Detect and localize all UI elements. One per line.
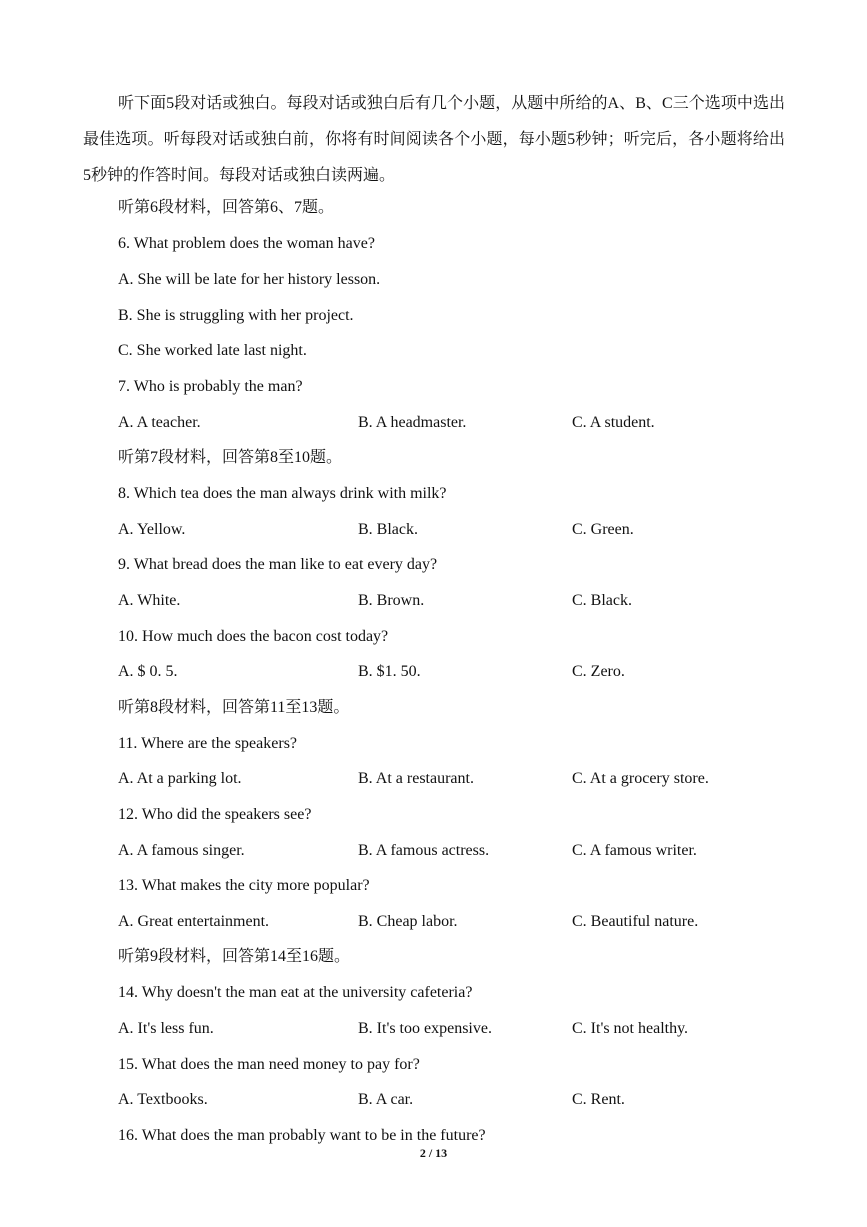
question-text: 7. Who is probably the man? xyxy=(118,378,303,395)
answer-option: A. A famous singer. xyxy=(118,842,245,859)
answer-option: B. A car. xyxy=(358,1091,414,1108)
answer-option: B. Cheap labor. xyxy=(358,913,458,930)
answer-option: C. Zero. xyxy=(572,663,625,680)
answer-option: C. At a grocery store. xyxy=(572,770,709,787)
answer-option: C. She worked late last night. xyxy=(118,342,307,359)
answer-option: C. Black. xyxy=(572,592,632,609)
question-text: 16. What does the man probably want to be in the future? xyxy=(118,1127,486,1144)
section-heading: 听第8段材料，回答第11至13题。 xyxy=(118,699,350,716)
answer-option: B. She is struggling with her project. xyxy=(118,307,354,324)
answer-option: B. $1. 50. xyxy=(358,663,421,680)
question-text: 15. What does the man need money to pay for? xyxy=(118,1056,420,1073)
answer-option: C. A student. xyxy=(572,414,655,431)
question-text: 11. Where are the speakers? xyxy=(118,735,298,752)
answer-option: C. A famous writer. xyxy=(572,842,697,859)
answer-option: A. Great entertainment. xyxy=(118,913,270,930)
answer-option: C. Rent. xyxy=(572,1091,625,1108)
section-instructions: 听下面5段对话或独白。每段对话或独白后有几个小题，从题中所给的A、B、C三个选项中选出最佳选项。听每段对话或独白前，你将有时间阅读各个小题，每小题5秒钟；听完后，各小题将给出5秒钟的作答时间。每段对话或独白读两遍。 xyxy=(83,95,785,184)
answer-option: C. Green. xyxy=(572,521,634,538)
page-number: 2 / 13 xyxy=(419,1146,448,1160)
question-text: 6. What problem does the woman have? xyxy=(118,235,375,252)
question-text: 13. What makes the city more popular? xyxy=(118,877,370,894)
answer-option: A. At a parking lot. xyxy=(118,770,242,787)
answer-option: A. A teacher. xyxy=(118,414,201,431)
answer-option: A. Textbooks. xyxy=(118,1091,208,1108)
answer-option: B. Black. xyxy=(358,521,418,538)
answer-option: B. Brown. xyxy=(358,592,425,609)
answer-option: B. A famous actress. xyxy=(358,842,490,859)
answer-option: A. $ 0. 5. xyxy=(118,663,178,680)
answer-option: A. She will be late for her history lesson. xyxy=(118,271,381,288)
question-text: 10. How much does the bacon cost today? xyxy=(118,628,389,645)
answer-option: C. It's not healthy. xyxy=(572,1020,689,1037)
answer-option: A. Yellow. xyxy=(118,521,186,538)
section-heading: 听第6段材料，回答第6、7题。 xyxy=(118,199,335,216)
answer-option: B. It's too expensive. xyxy=(358,1020,492,1037)
question-text: 14. Why doesn't the man eat at the university cafeteria? xyxy=(118,984,473,1001)
question-text: 12. Who did the speakers see? xyxy=(118,806,312,823)
section-heading: 听第7段材料，回答第8至10题。 xyxy=(118,449,343,466)
answer-option: B. At a restaurant. xyxy=(358,770,474,787)
answer-option: A. It's less fun. xyxy=(118,1020,214,1037)
answer-option: A. White. xyxy=(118,592,181,609)
section-heading: 听第9段材料，回答第14至16题。 xyxy=(118,948,351,965)
answer-option: B. A headmaster. xyxy=(358,414,467,431)
question-text: 8. Which tea does the man always drink with milk? xyxy=(118,485,447,502)
question-text: 9. What bread does the man like to eat every day? xyxy=(118,556,438,573)
answer-option: C. Beautiful nature. xyxy=(572,913,699,930)
